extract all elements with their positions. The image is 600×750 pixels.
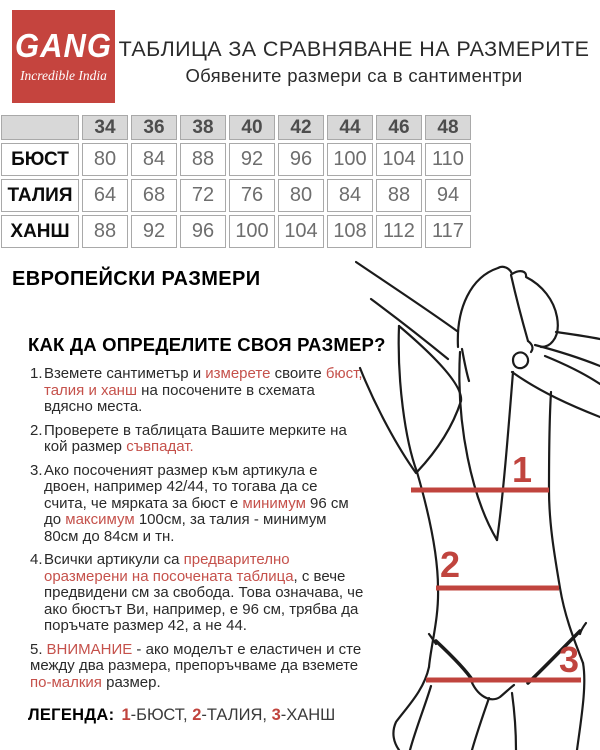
size-value-cell: 68 — [131, 179, 177, 212]
size-value-cell: 94 — [425, 179, 471, 212]
instruction-text: размер. — [101, 673, 161, 691]
instruction-item — [30, 366, 364, 416]
size-value-cell: 110 — [425, 143, 471, 176]
measurement-lines — [411, 490, 581, 680]
legend-text: -БЮСТ, — [130, 706, 193, 724]
size-value-cell: 88 — [376, 179, 422, 212]
instruction-highlight: ВНИМАНИЕ — [46, 640, 133, 658]
size-value-cell: 108 — [327, 215, 373, 248]
size-value-cell: 88 — [180, 143, 226, 176]
legend-label: ЛЕГЕНДА: — [28, 706, 115, 724]
instruction-text: Проверете в таблицата Вашите мерките на кой размер — [44, 421, 347, 455]
instruction-highlight: предварително оразмерени на посочената таблица — [44, 551, 294, 585]
instruction-number: 3. — [30, 461, 43, 479]
size-table — [0, 112, 474, 251]
european-sizes-heading: ЕВРОПЕЙСКИ РАЗМЕРИ — [12, 268, 261, 290]
how-to-heading: КАК ДА ОПРЕДЕЛИТЕ СВОЯ РАЗМЕР? — [28, 334, 386, 355]
table-corner-cell — [1, 115, 79, 140]
instruction-item — [30, 423, 364, 456]
size-value-cell: 117 — [425, 215, 471, 248]
size-value-cell: 92 — [131, 215, 177, 248]
legend-number: 2 — [192, 706, 202, 724]
size-column-header: 44 — [327, 115, 373, 140]
size-value-cell: 104 — [376, 143, 422, 176]
size-table-row — [1, 143, 471, 176]
legend — [28, 706, 335, 725]
instruction-text: своите — [270, 365, 326, 382]
brand-name: GANG — [15, 26, 112, 64]
bust-label: 1 — [512, 449, 533, 490]
instruction-number: 2. — [30, 421, 43, 439]
legend-text: -ТАЛИЯ, — [201, 706, 272, 724]
instruction-highlight: съвпадат. — [126, 438, 194, 455]
size-value-cell: 96 — [180, 215, 226, 248]
instruction-text: на посочените в схемата вдясно места. — [44, 381, 315, 415]
instruction-item — [30, 642, 364, 692]
size-table-row — [1, 215, 471, 248]
size-value-cell: 72 — [180, 179, 226, 212]
instruction-text: Всички артикули са — [44, 551, 184, 568]
size-value-cell: 80 — [82, 143, 128, 176]
instruction-highlight: бюст, талия и ханш — [44, 365, 363, 399]
size-column-header: 40 — [229, 115, 275, 140]
size-column-header: 42 — [278, 115, 324, 140]
size-column-header: 48 — [425, 115, 471, 140]
size-value-cell: 84 — [131, 143, 177, 176]
size-row-label: БЮСТ — [1, 143, 79, 176]
size-value-cell: 88 — [82, 215, 128, 248]
page-title: ТАБЛИЦА ЗА СРАВНЯВАНЕ НА РАЗМЕРИТЕ — [118, 37, 590, 61]
instruction-text: 100см, за талия - минимум 80см до 84см и тн. — [44, 511, 327, 545]
size-row-label: ТАЛИЯ — [1, 179, 79, 212]
instruction-item — [30, 552, 364, 635]
size-value-cell: 100 — [327, 143, 373, 176]
size-column-header: 36 — [131, 115, 177, 140]
size-table-header-row — [1, 115, 471, 140]
instruction-highlight: максимум — [65, 511, 135, 528]
instruction-number: 4. — [30, 551, 43, 568]
size-value-cell: 84 — [327, 179, 373, 212]
size-value-cell: 76 — [229, 179, 275, 212]
size-value-cell: 100 — [229, 215, 275, 248]
legend-text: -ХАНШ — [280, 706, 336, 724]
size-table-row — [1, 179, 471, 212]
size-row-label: ХАНШ — [1, 215, 79, 248]
instruction-number: 1. — [30, 365, 43, 382]
instruction-highlight: по-малкия — [30, 673, 102, 691]
size-column-header: 34 — [82, 115, 128, 140]
size-value-cell: 92 — [229, 143, 275, 176]
size-column-header: 46 — [376, 115, 422, 140]
size-column-header: 38 — [180, 115, 226, 140]
size-value-cell: 80 — [278, 179, 324, 212]
hips-label: 3 — [559, 639, 580, 680]
size-value-cell: 64 — [82, 179, 128, 212]
brand-tagline: Incredible India — [20, 67, 107, 83]
legend-number: 3 — [271, 706, 281, 724]
figure-drawing — [355, 248, 600, 750]
instruction-text: , с вече предвидени см за свобода. Това означава, че ако бюстът Ви, например, е 96 см, трябва да поръчате размер 42, а не 44. — [44, 567, 364, 634]
legend-items — [121, 706, 335, 724]
size-value-cell: 104 — [278, 215, 324, 248]
instruction-number: 5. — [30, 640, 43, 658]
instruction-item — [30, 463, 364, 546]
waist-label: 2 — [440, 544, 461, 585]
instruction-text: - ако моделът е еластичен и сте между два размера, препоръчваме да вземете — [30, 640, 362, 674]
legend-number: 1 — [121, 706, 131, 724]
instruction-highlight: измерете — [205, 365, 271, 382]
instruction-text: Ако посоченият размер към артикула е двоен, например 42/44, то тогава да се счита, че мярката за бюст е — [44, 461, 318, 512]
size-value-cell: 96 — [278, 143, 324, 176]
instruction-highlight: минимум — [242, 494, 306, 512]
brand-logo — [12, 10, 115, 103]
instruction-text: Вземете сантиметър и — [44, 365, 206, 382]
page-subtitle: Обявените размери са в сантиментри — [185, 65, 523, 86]
instruction-text: 96 см до — [44, 494, 349, 528]
size-value-cell: 112 — [376, 215, 422, 248]
header — [118, 37, 590, 87]
instructions-list — [30, 366, 364, 698]
